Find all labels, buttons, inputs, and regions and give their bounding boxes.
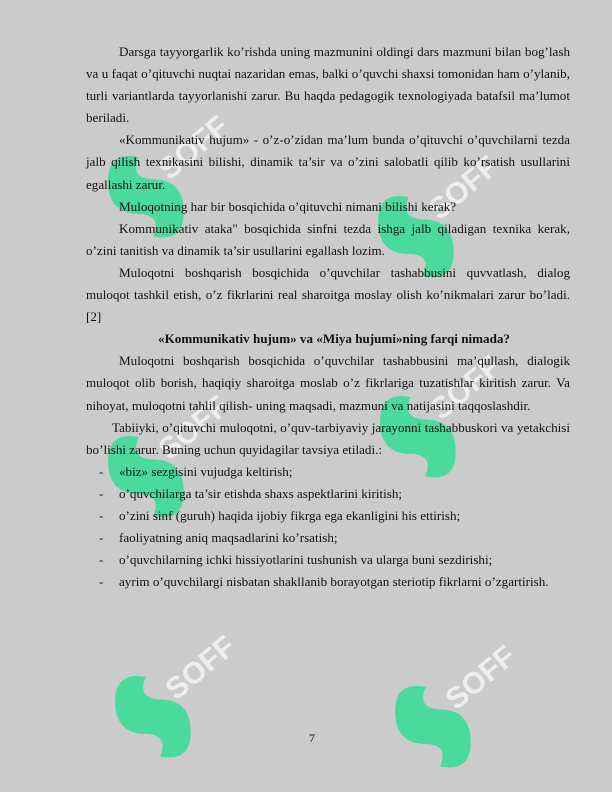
list-item: - o’quvchilarning ichki hissiyotlarini tushunish va ularga buni sezdirishi; xyxy=(99,552,493,568)
page-body xyxy=(86,41,570,593)
svg-text:SOFF: SOFF xyxy=(152,110,228,187)
svg-text:SOFF: SOFF xyxy=(422,150,498,227)
recommendation-list xyxy=(86,461,570,594)
list-item: - ayrim o’quvchilargi nisbatan shakllanib borayotgan steriotip fikrlarni o’zgartirish. xyxy=(99,574,549,590)
svg-text:SOFF: SOFF xyxy=(439,640,515,717)
list-item: - o’zini sinf (guruh) haqida ijobiy fikrga ega ekanligini his ettirish; xyxy=(99,507,461,523)
svg-text:SOFF: SOFF xyxy=(159,630,235,707)
paragraph-7: Tabiiyki, o’qituvchi muloqotni, o’quv-tarbiyaviy jarayonni tashabbuskori va yetakchisi bo’lishi zarur. Buning uchun quyidagilar tavsiya etiladi.: xyxy=(86,419,570,457)
paragraph-2: «Kommunikativ hujum» - o’z-o’zidan ma’lum bunda o’qituvchi o’quvchilarni tezda jalb qilish texnikasini bilishi, dinamik ta’sir va o’zini salobatli qilib ko’rsatish usullarini egallashi zarur. xyxy=(86,132,570,192)
paragraph-4: Kommunikativ ataka" bosqichida sinfni tezda ishga jalb qiladigan texnika kerak, o’zini tanitish va dinamik ta’sir usullarini egallash lozim. xyxy=(86,220,570,258)
list-item: - faoliyatning aniq maqsadlarini ko’rsatish; xyxy=(99,530,338,546)
page-number: 7 xyxy=(309,731,315,745)
svg-text:SOFF: SOFF xyxy=(424,350,500,427)
list-item: - «biz» sezgisini vujudga keltirish; xyxy=(99,463,293,479)
paragraph-6: Muloqotni boshqarish bosqichida o’quvchilar tashabbusini ma’qullash, dialogik muloqot olib borish, haqiqiy sharoitga moslab o’z fikrlariga tuzatishlar kiritish zarur. Va nihoyat, muloqotni tahlil qilish- uning maqsadi, mazmuni va natijasini taqqoslashdir. xyxy=(86,353,570,413)
soff-watermark-icon xyxy=(95,630,235,770)
paragraph-5: Muloqotni boshqarish bosqichida o’quvchilar tashabbusini quvvatlash, dialog muloqot tashkil etish, o’z fikrlarini real sharoitga moslay olish ko’nikmalari zarur bo’ladi.[2] xyxy=(86,264,570,325)
svg-text:SOFF: SOFF xyxy=(152,390,228,467)
list-item: - o’quvchilarga ta’sir etishda shaxs aspektlarini kiritish; xyxy=(99,485,403,501)
paragraph-3: Muloqotning har bir bosqichida o’qituvchi nimani bilishi kerak? xyxy=(119,198,457,214)
section-heading: «Kommunikativ hujum» va «Miya hujumi»ning farqi nimada? xyxy=(158,331,510,347)
soff-watermark-icon xyxy=(375,640,515,780)
paragraph-1: Darsga tayyorgarlik ko’rishda uning mazmunini oldingi dars mazmuni bilan bog’lash va u faqat o’qituvchi nuqtai nazaridan emas, balki o’quvchi shaxsi tomonidan ham o’ylanib, turli variantlarda tayyorlanishi zarur. Bu haqda pedagogik texnologiyada batafsil ma’lumot beriladi. xyxy=(86,44,570,126)
